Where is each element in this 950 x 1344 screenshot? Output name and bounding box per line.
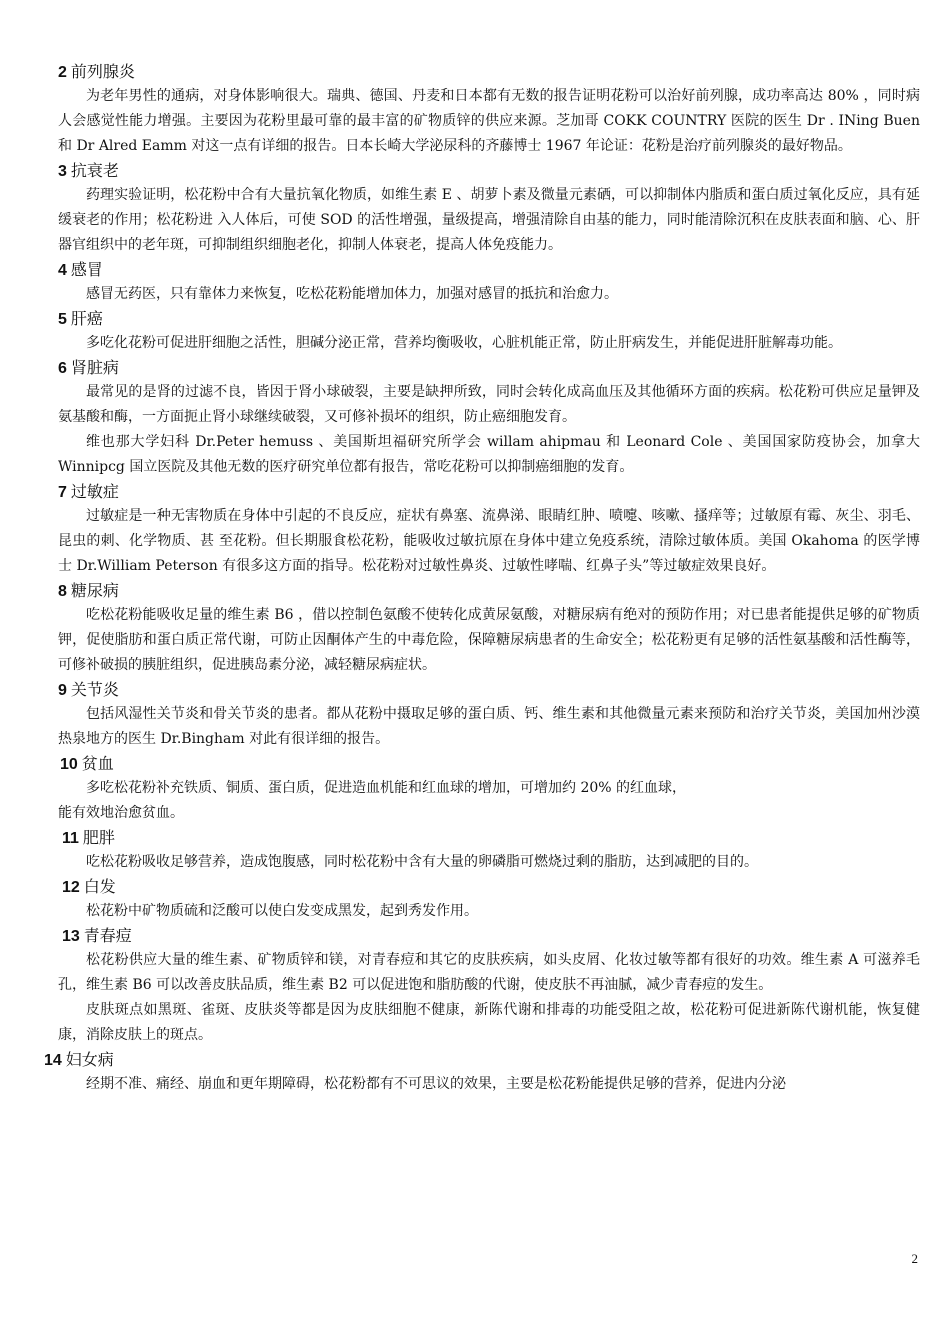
paragraph: 感冒无药医，只有靠体力来恢复，吃松花粉能增加体力，加强对感冒的抵抗和治愈力。 [86, 286, 618, 302]
section-number: 9 [58, 682, 67, 699]
section-number: 5 [58, 311, 67, 328]
paragraph: 维也那大学妇科 Dr.Peter hemuss 、美国斯坦福研究所学会 willam ahipmau 和 Leonard Cole 、美国国家防疫协会，加拿大 Winnipcg 国立医院及其他无数的医疗研究单位都有报告，常吃花粉可以抑制癌细胞的发育。 [58, 434, 920, 475]
section-title: 贫血 [81, 754, 114, 773]
section-number: 13 [62, 928, 80, 945]
section-number: 4 [58, 262, 67, 279]
section-title: 肾脏病 [70, 358, 119, 377]
section-heading [58, 60, 920, 84]
paragraph: 多吃化花粉可促进肝细胞之活性，胆碱分泌正常，营养均衡吸收，心脏机能正常，防止肝病发生，并能促进肝脏解毒功能。 [86, 335, 842, 351]
paragraph: 吃松花粉能吸收足量的维生素 B6 ，借以控制色氨酸不使转化成黄尿氨酸，对糖尿病有绝对的预防作用；对已患者能提供足够的矿物质钾，促使脂肪和蛋白质正常代谢，可防止因酮体产生的中毒危险，保障糖尿病患者的生命安全；松花粉更有足够的活性氨基酸和活性酶等，可修补破损的胰脏组织，促进胰岛素分泌，减轻糖尿病症状。 [58, 607, 920, 673]
paragraph: 过敏症是一种无害物质在身体中引起的不良反应，症状有鼻塞、流鼻涕、眼睛红肿、喷嚏、咳嗽、搔痒等；过敏原有霉、灰尘、羽毛、昆虫的刺、化学物质、甚 至花粉。但长期服食松花粉，能吸收过敏抗原在身体中建立免疫系统，清除过敏体质。美国 Okahoma 的医学博士 Dr.William Peterson 有很多这方面的指导。松花粉对过敏性鼻炎、过敏性哮喘、红鼻子头”等过敏症效果良好。 [58, 508, 920, 574]
section-title: 感冒 [70, 260, 103, 279]
section-heading [58, 307, 920, 331]
section-title: 糖尿病 [70, 581, 119, 600]
section-number: 7 [58, 484, 67, 501]
section-heading [62, 826, 920, 850]
section-heading [58, 579, 920, 603]
section-heading [62, 875, 920, 899]
document-body [44, 60, 920, 1097]
section-number: 10 [60, 756, 78, 773]
section-heading [58, 356, 920, 380]
section-number: 8 [58, 583, 67, 600]
paragraph: 最常见的是肾的过滤不良，皆因于肾小球破裂，主要是缺押所致，同时会转化成高血压及其他循环方面的疾病。松花粉可供应足量钾及氨基酸和酶，一方面扼止肾小球继续破裂，又可修补损坏的组织，防止癌细胞发育。 [58, 384, 920, 425]
paragraph: 为老年男性的通病，对身体影响很大。瑞典、德国、丹麦和日本都有无数的报告证明花粉可以治好前列腺，成功率高达 80% ，同时病人会感觉性能力增强。主要因为花粉里最可靠的最丰富的矿物质锌的供应来源。芝加哥 COKK COUNTRY 医院的医生 Dr . INing Buen 和 Dr Alred Eamm 对这一点有详细的报告。日本长崎大学泌尿科的齐藤博士 1967 年论证：花粉是治疗前列腺炎的最好物品。 [58, 88, 920, 154]
section-heading [62, 924, 920, 948]
section-heading [58, 159, 920, 183]
section-title: 妇女病 [65, 1050, 114, 1069]
section-heading [58, 480, 920, 504]
section-title: 青春痘 [83, 926, 132, 945]
section-title: 抗衰老 [70, 161, 119, 180]
paragraph: 皮肤斑点如黑斑、雀斑、皮肤炎等都是因为皮肤细胞不健康，新陈代谢和排毒的功能受阻之故，松花粉可促进新陈代谢机能，恢复健康，消除皮肤上的斑点。 [58, 1002, 920, 1043]
section-number: 2 [58, 64, 67, 81]
section-heading [58, 258, 920, 282]
section-title: 肥胖 [82, 828, 115, 847]
section-heading [44, 1048, 920, 1072]
section-number: 11 [62, 830, 79, 847]
paragraph: 吃松花粉吸收足够营养，造成饱腹感，同时松花粉中含有大量的卵磷脂可燃烧过剩的脂肪，达到减肥的目的。 [86, 854, 758, 870]
section-title: 白发 [83, 877, 116, 896]
section-number: 14 [44, 1052, 62, 1069]
section-number: 6 [58, 360, 67, 377]
section-heading [60, 752, 920, 776]
section-heading [58, 678, 920, 702]
section-title: 关节炎 [70, 680, 119, 699]
paragraph: 经期不准、痛经、崩血和更年期障碍，松花粉都有不可思议的效果，主要是松花粉能提供足够的营养，促进内分泌 [86, 1076, 786, 1092]
section-title: 肝癌 [70, 309, 103, 328]
paragraph: 能有效地治愈贫血。 [58, 805, 184, 821]
paragraph: 药理实验证明，松花粉中合有大量抗氧化物质，如维生素 E 、胡萝卜素及微量元素硒，可以抑制体内脂质和蛋白质过氧化反应，具有延缓衰老的作用；松花粉进 入人体后，可使 SOD 的活性增强，量级提高，增强清除自由基的能力，同时能清除沉积在皮肤表面和脑、心、肝器官组织中的老年斑，可抑制组织细胞老化，抑制人体衰老，提高人体免疫能力。 [58, 187, 920, 253]
paragraph: 多吃松花粉补充铁质、铜质、蛋白质，促进造血机能和红血球的增加，可增加约 20% 的红血球， [86, 780, 687, 796]
section-number: 3 [58, 163, 67, 180]
section-number: 12 [62, 879, 80, 896]
page-number: 2 [911, 1251, 918, 1266]
paragraph: 包括风湿性关节炎和骨关节炎的患者。都从花粉中摄取足够的蛋白质、钙、维生素和其他微量元素来预防和治疗关节炎，美国加州沙漠热泉地方的医生 Dr.Bingham 对此有很详细的报告。 [58, 706, 920, 747]
section-title: 过敏症 [70, 482, 119, 501]
paragraph: 松花粉中矿物质硫和泛酸可以使白发变成黑发，起到秀发作用。 [86, 903, 478, 919]
section-title: 前列腺炎 [70, 62, 135, 81]
paragraph: 松花粉供应大量的维生素、矿物质锌和镁，对青春痘和其它的皮肤疾病，如头皮屑、化妆过敏等都有很好的功效。维生素 A 可滋养毛孔，维生素 B6 可以改善皮肤品质，维生素 B2 可以促进饱和脂肪酸的代谢，使皮肤不再油腻，减少青春痘的发生。 [58, 952, 920, 993]
